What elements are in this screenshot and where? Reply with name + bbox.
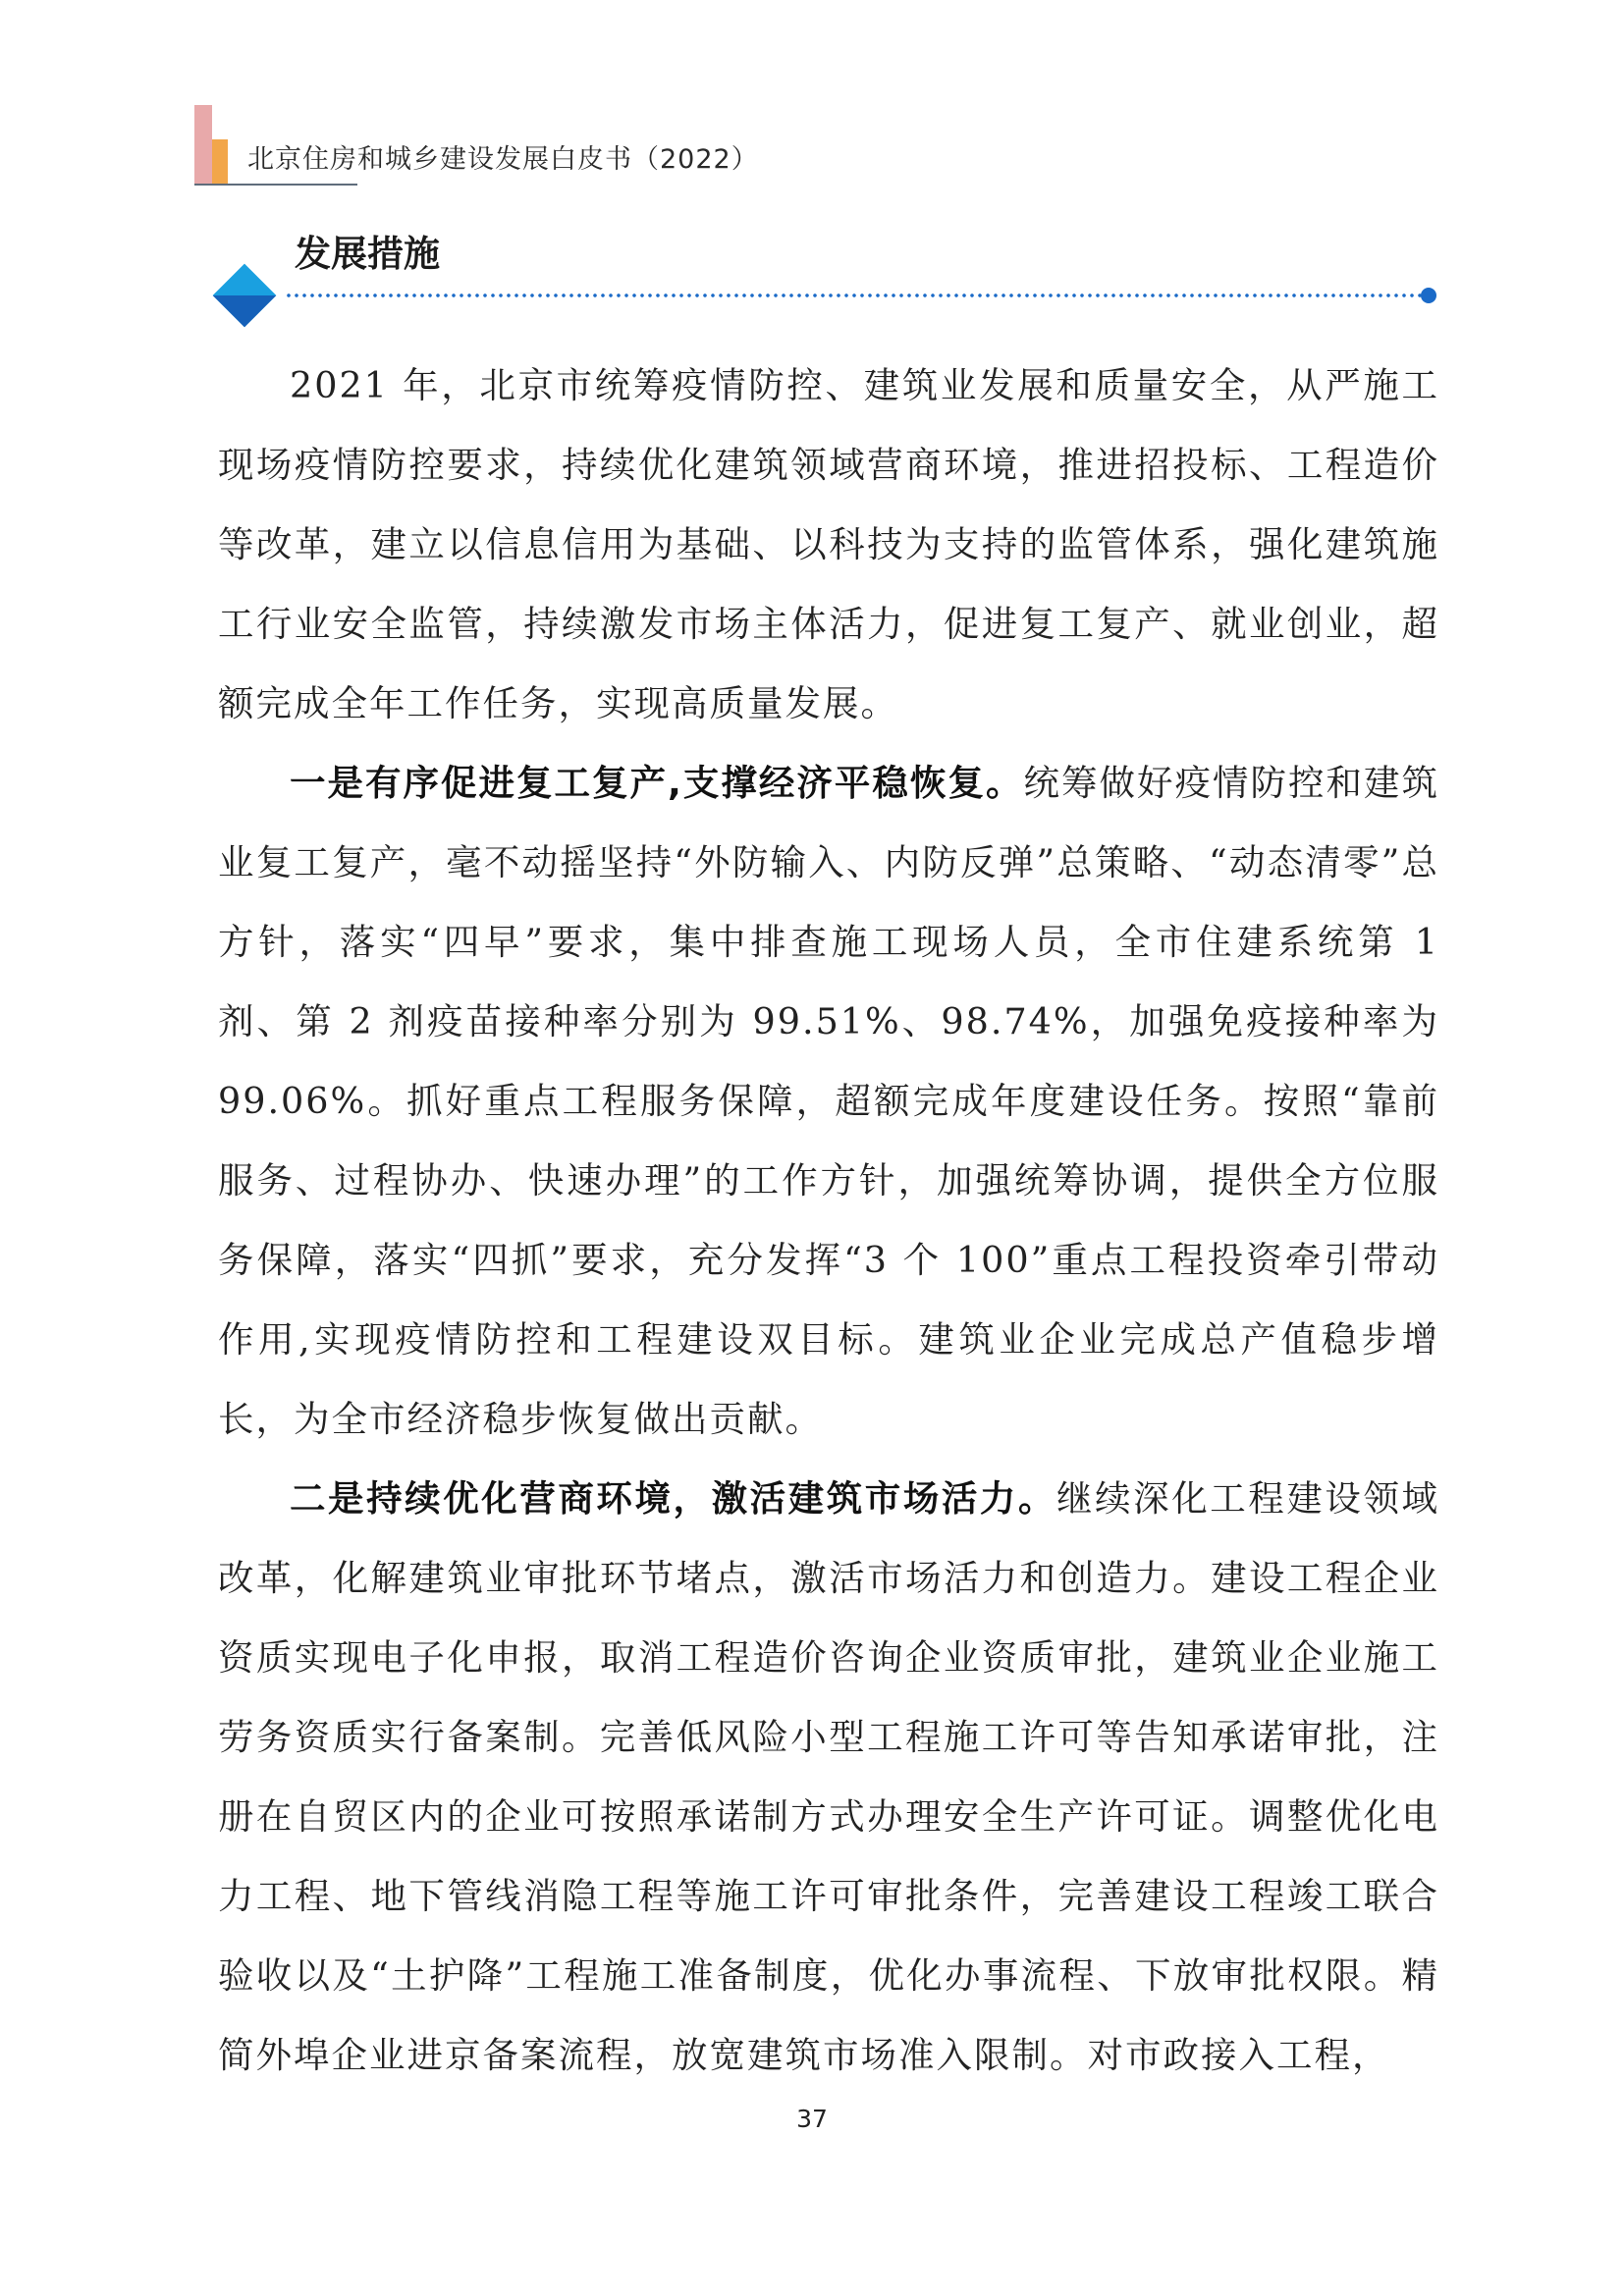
paragraph-two: 二是持续优化营商环境，激活建筑市场活力。继续深化工程建设领域改革，化解建筑业审批环节堵点，激活市场活力和创造力。建设工程企业资质实现电子化申报，取消工程造价咨询企业资质审批，建筑业企业施工劳务资质实行备案制。完善低风险小型工程施工许可等告知承诺审批，注册在自贸区内的企业可按照承诺制方式办理安全生产许可证。调整优化电力工程、地下管线消隐工程等施工许可审批条件，完善建设工程竣工联合验收以及“土护降”工程施工准备制度，优化办事流程、下放审批权限。精简外埠企业进京备案流程，放宽建筑市场准入限制。对市政接入工程， xyxy=(218,1477,1440,2076)
divider-end-dot-icon xyxy=(1421,288,1436,303)
running-header-title: 北京住房和城乡建设发展白皮书（2022） xyxy=(247,144,759,175)
dotted-divider xyxy=(285,294,1424,297)
header-accent-bar-pink xyxy=(194,105,212,184)
page-number: 37 xyxy=(796,2105,828,2133)
header-underline xyxy=(194,184,357,186)
paragraph-lead: 一是有序促进复工复产,支撑经济平稳恢复。 xyxy=(290,762,1024,804)
body-text xyxy=(218,346,1439,2095)
section-title: 发展措施 xyxy=(295,233,440,275)
paragraph-lead: 二是持续优化营商环境，激活建筑市场活力。 xyxy=(290,1477,1057,1520)
diamond-bullet-icon xyxy=(212,263,276,327)
paragraph-one: 一是有序促进复工复产,支撑经济平稳恢复。统筹做好疫情防控和建筑业复工复产，毫不动摇坚持“外防输入、内防反弹”总策略、“动态清零”总方针，落实“四早”要求，集中排查施工现场人员，全市住建系统第 1 剂、第 2 剂疫苗接种率分别为 99.51%、98.74%，加强免疫接种率为 99.06%。抓好重点工程服务保障，超额完成年度建设任务。按照“靠前服务、过程协办、快速办理”的工作方针，加强统筹协调，提供全方位服务保障，落实“四抓”要求，充分发挥“3 个 100”重点工程投资牵引带动作用,实现疫情防控和工程建设双目标。建筑业企业完成总产值稳步增长，为全市经济稳步恢复做出贡献。 xyxy=(218,762,1439,1440)
header-accent-bar-orange xyxy=(212,139,228,184)
paragraph-intro: 2021 年，北京市统筹疫情防控、建筑业发展和质量安全，从严施工现场疫情防控要求，持续优化建筑领域营商环境，推进招投标、工程造价等改革，建立以信息信用为基础、以科技为支持的监管体系，强化建筑施工行业安全监管，持续激发市场主体活力，促进复工复产、就业创业，超额完成全年工作任务，实现高质量发展。 xyxy=(218,364,1439,724)
